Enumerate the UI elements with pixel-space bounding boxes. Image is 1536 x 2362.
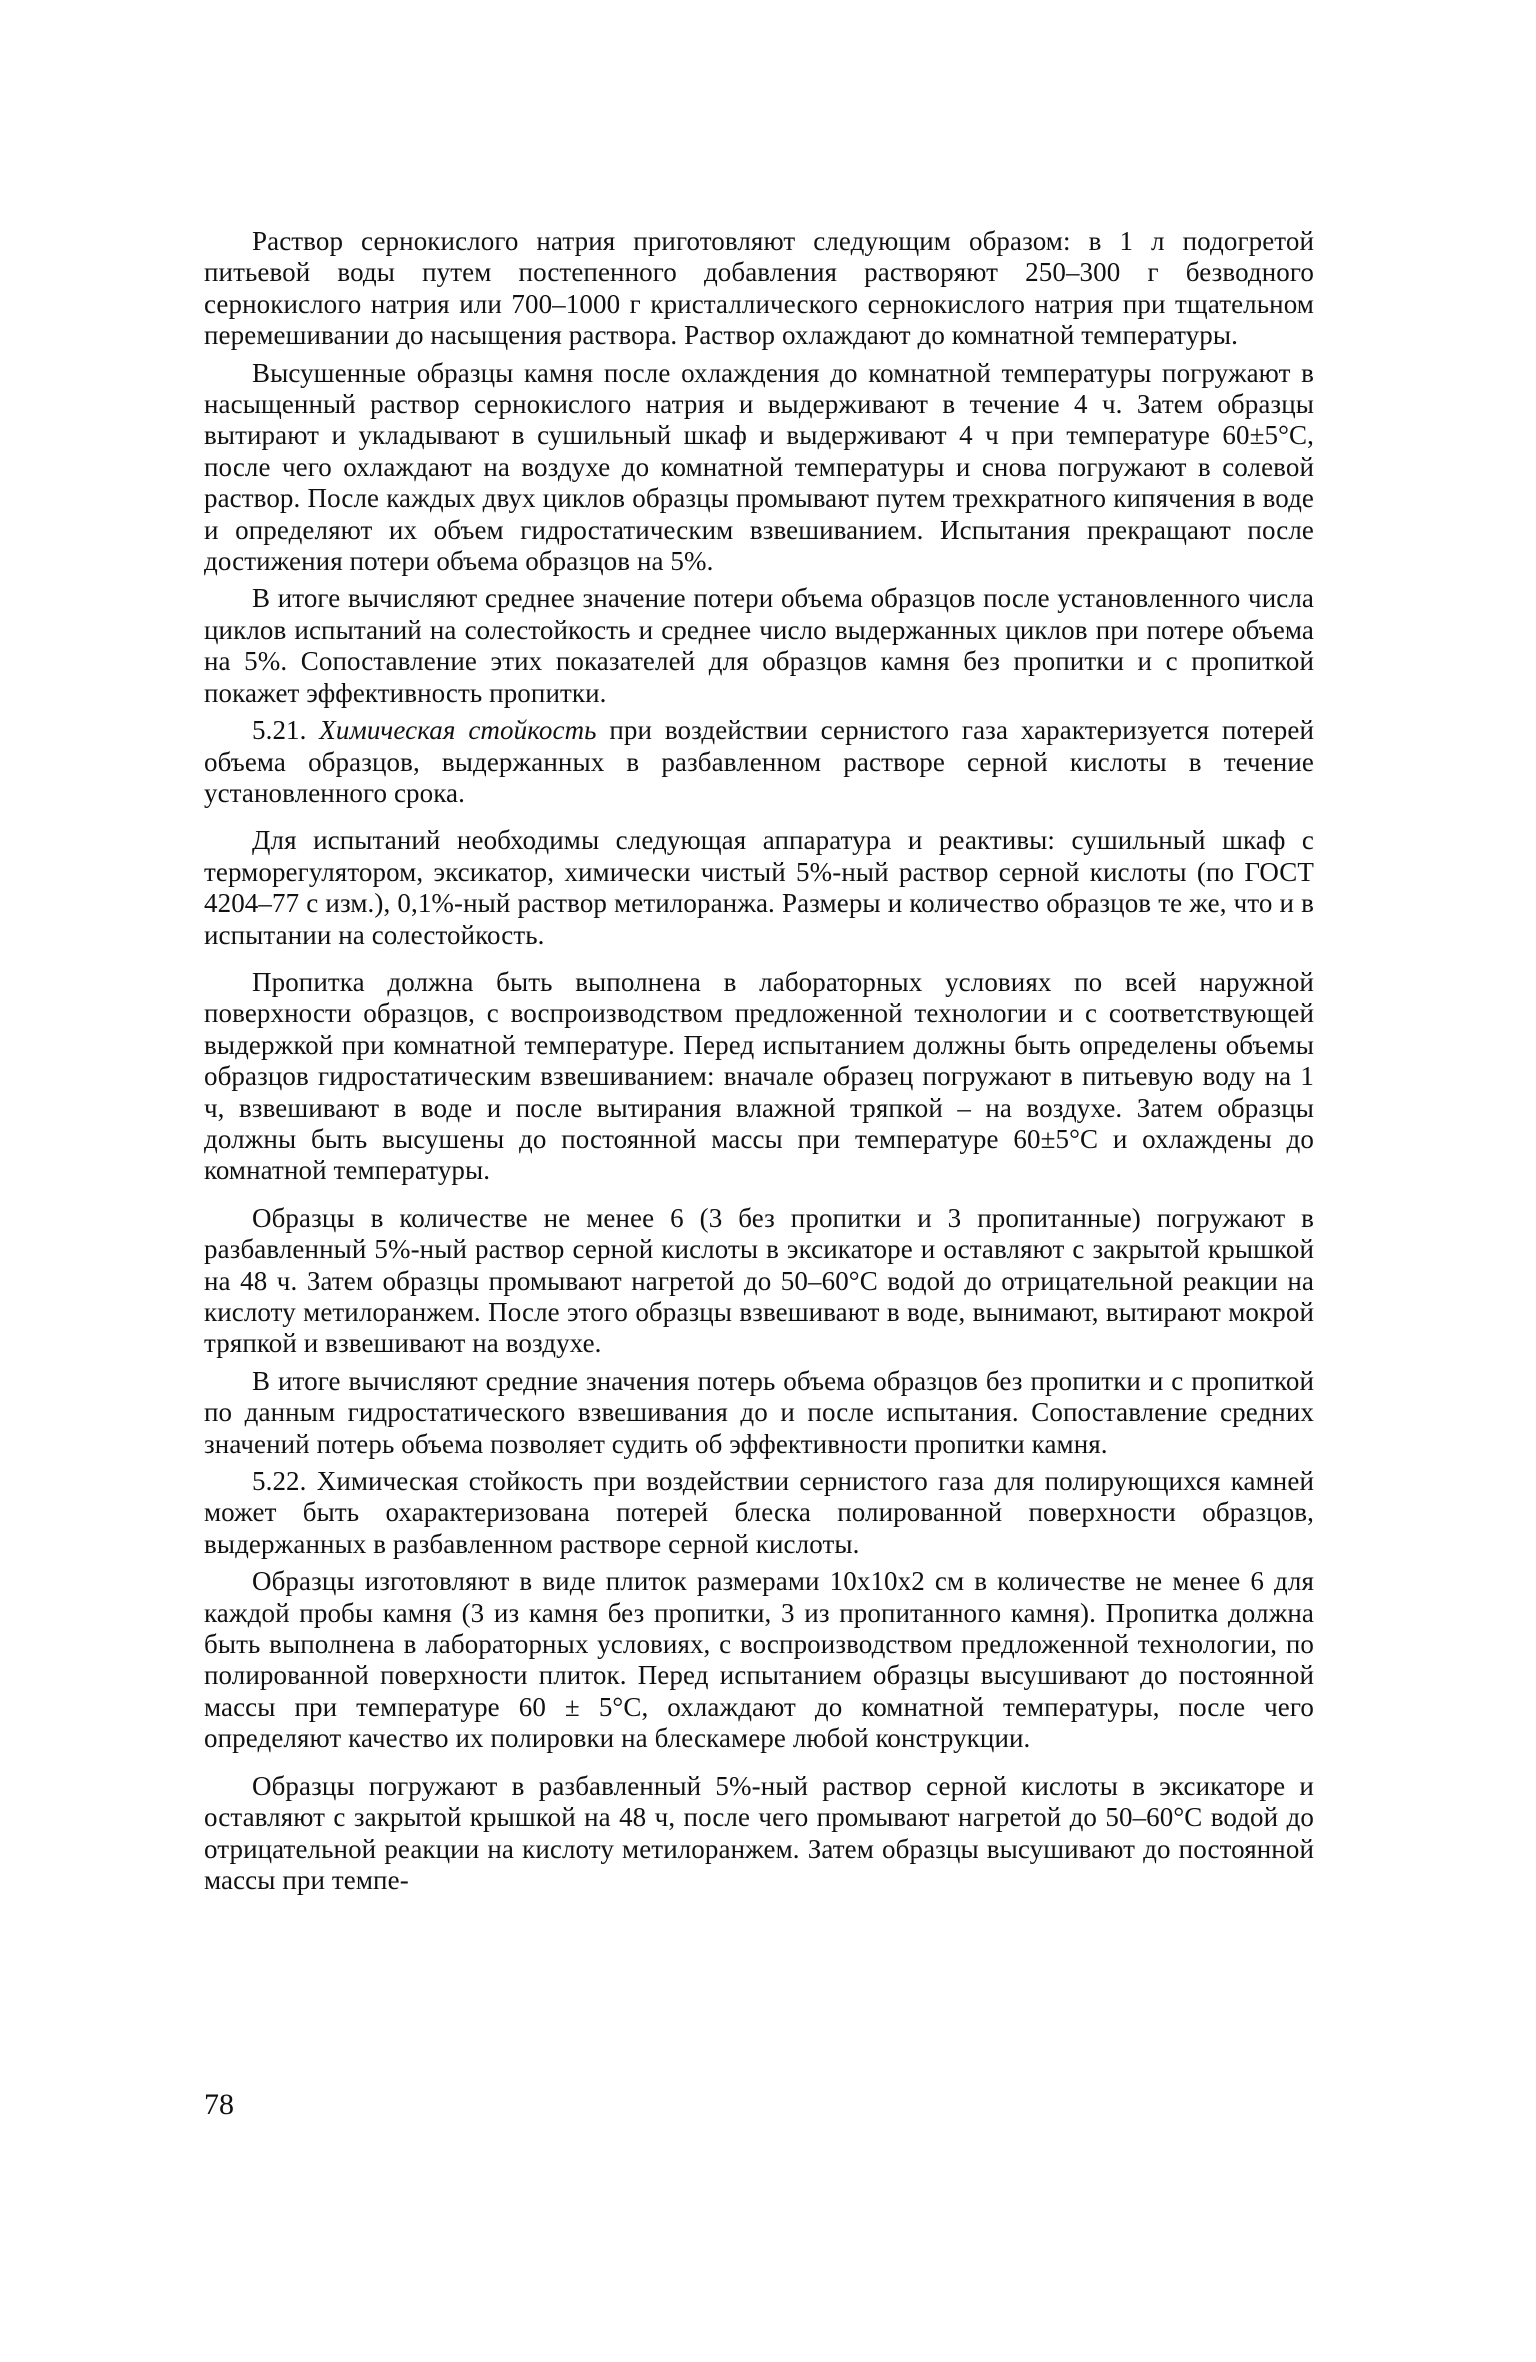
paragraph-acid-result: В итоге вычисляют средние значения потерь объема образцов без пропитки и с пропиткой по данным гидростатического взвешивания до и после испытания. Сопоставление средних значений потерь объема позволяет судить об эффективности пропитки камня.: [204, 1365, 1314, 1459]
paragraph-salt-resistance-result: В итоге вычисляют среднее значение потери объема образцов после установленного числа циклов испытаний на солестойкость и среднее число выдержанных циклов при потере объема на 5%. Сопоставление этих показателей для образцов камня без пропитки и с пропиткой покажет эффективность пропитки.: [204, 583, 1314, 708]
paragraph-equipment: Для испытаний необходимы следующая аппаратура и реактивы: сушильный шкаф с терморегулятором, эксикатор, химически чистый 5%-ный раствор серной кислоты (по ГОСТ 4204–77 с изм.), 0,1%-ный раствор метилоранжа. Размеры и количество образцов те же, что и в испытании на солестойкость.: [204, 825, 1314, 950]
paragraph-tiles-immersion: Образцы погружают в разбавленный 5%-ный раствор серной кислоты в эксикаторе и оставляют с закрытой крышкой на 48 ч, после чего промывают нагретой до 50–60°С водой до отрицательной реакции на кислоту метилоранжем. Затем образцы высушивают до постоянной массы при темпе-: [204, 1770, 1314, 1895]
paragraph-acid-immersion: Образцы в количестве не менее 6 (3 без пропитки и 3 пропитанные) погружают в разбавленный 5%-ный раствор серной кислоты в эксикаторе и оставляют с закрытой крышкой на 48 ч. Затем образцы промывают нагретой до 50–60°С водой до отрицательной реакции на кислоту метилоранжем. После этого образцы взвешивают в воде, вынимают, вытирают мокрой тряпкой и взвешивают на воздухе.: [204, 1202, 1314, 1359]
paragraph-tiles: Образцы изготовляют в виде плиток размерами 10x10x2 см в количестве не менее 6 для каждой пробы камня (3 из камня без пропитки, 3 из пропитанного камня). Пропитка должна быть выполнена в лабораторных условиях, с воспроизводством предложенной технологии, по полированной поверхности плиток. Перед испытанием образцы высушивают до постоянной массы при температуре 60 ± 5°С, охлаждают до комнатной температуры, после чего определяют качество их полировки на блескамере любой конструкции.: [204, 1566, 1314, 1754]
section-5-21-text: при воздействии сернистого газа характеризуется потерей объема образцов, выдержанных в разбавленном растворе серной кислоты в течение установленного срока.: [204, 715, 1314, 808]
page-body: [204, 226, 1314, 1902]
section-5-21-title: Химическая стойкость: [319, 715, 597, 746]
page-number: 78: [204, 2088, 234, 2121]
paragraph-impregnation: Пропитка должна быть выполнена в лабораторных условиях по всей наружной поверхности образцов, с воспроизводством предложенной технологии и с соответствующей выдержкой при комнатной температуре. Перед испытанием должны быть определены объемы образцов гидростатическим взвешиванием: вначале образец погружают в питьевую воду на 1 ч, взвешивают в воде и после вытирания влажной тряпкой – на воздухе. Затем образцы должны быть высушены до постоянной массы при температуре 60±5°С и охлаждены до комнатной температуры.: [204, 966, 1314, 1186]
section-5-22: 5.22. Химическая стойкость при воздействии сернистого газа для полирующихся камней может быть охарактеризована потерей блеска полированной поверхности образцов, выдержанных в разбавленном растворе серной кислоты.: [204, 1466, 1314, 1559]
paragraph-dried-samples: Высушенные образцы камня после охлаждения до комнатной температуры погружают в насыщенный раствор сернокислого натрия и выдерживают в течение 4 ч. Затем образцы вытирают и укладывают в сушильный шкаф и выдерживают 4 ч при температуре 60±5°С, после чего охлаждают на воздухе до комнатной температуры и снова погружают в солевой раствор. После каждых двух циклов образцы промывают путем трехкратного кипячения в воде и определяют их объем гидростатическим взвешиванием. Испытания прекращают после достижения потери объема образцов на 5%.: [204, 357, 1314, 577]
section-5-21: [204, 715, 1314, 809]
section-5-21-number: 5.21.: [252, 715, 307, 746]
paragraph-sodium-sulfate-solution: Раствор сернокислого натрия приготовляют следующим образом: в 1 л подогретой питьевой воды путем постепенного добавления растворяют 250–300 г безводного сернокислого натрия или 700–1000 г кристаллического сернокислого натрия при тщательном перемешивании до насыщения раствора. Раствор охлаждают до комнатной температуры.: [204, 226, 1314, 351]
